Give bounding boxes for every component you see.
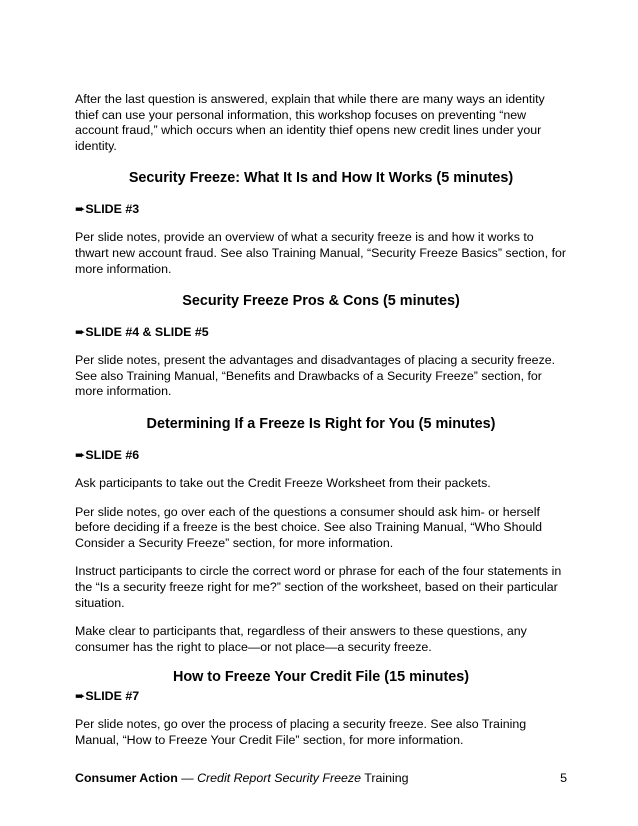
footer-suffix: Training bbox=[361, 771, 409, 785]
section-heading-how-to-freeze: How to Freeze Your Credit File (15 minutes) bbox=[172, 669, 470, 686]
paragraph-pros-cons: Per slide notes, present the advantages and disadvantages of placing a security freeze. See also Training Manual, “Benefits and Drawbacks of a Security Freeze” section, for more information. bbox=[75, 353, 556, 399]
paragraph-process: Per slide notes, go over the process of placing a security freeze. See also Training Manual, “How to Freeze Your Credit File” section, for more information. bbox=[75, 717, 527, 747]
intro-paragraph: After the last question is answered, explain that while there are many ways an identity thief can use your personal information, this workshop focuses on preventing “new account fraud,” which occurs when an identity thief opens new credit lines under your identity. bbox=[75, 92, 545, 153]
page-number: 5 bbox=[560, 771, 567, 785]
section-heading-determining: Determining If a Freeze Is Right for You (5 minutes) bbox=[146, 415, 496, 432]
arrow-right-icon: ➨ bbox=[75, 324, 86, 340]
slide-label: SLIDE #4 & SLIDE #5 bbox=[85, 325, 209, 340]
paragraph-questions: Per slide notes, go over each of the questions a consumer should ask him- or herself before deciding if a freeze is the best choice. See also Training Manual, “Who Should Consider a Security Freeze” section, for more information. bbox=[75, 504, 542, 550]
arrow-right-icon: ➨ bbox=[75, 201, 86, 217]
page-content bbox=[75, 92, 567, 748]
section-heading-security-freeze: Security Freeze: What It Is and How It Works (5 minutes) bbox=[128, 170, 514, 187]
slide-marker-3 bbox=[75, 201, 567, 217]
arrow-right-icon: ➨ bbox=[75, 688, 86, 704]
section-heading-pros-cons: Security Freeze Pros & Cons (5 minutes) bbox=[182, 293, 460, 310]
slide-label: SLIDE #3 bbox=[85, 202, 140, 217]
slide-label: SLIDE #6 bbox=[85, 447, 140, 462]
footer-dash: — bbox=[177, 771, 198, 785]
footer-doc-title: Credit Report Security Freeze bbox=[197, 771, 361, 785]
paragraph-worksheet: Ask participants to take out the Credit Freeze Worksheet from their packets. bbox=[75, 475, 491, 490]
paragraph-circle: Instruct participants to circle the correct word or phrase for each of the four statements in the “Is a security freeze right for me?” section of the worksheet, based on their particular situation. bbox=[75, 564, 562, 610]
slide-label: SLIDE #7 bbox=[85, 689, 140, 704]
footer-org: Consumer Action bbox=[75, 771, 178, 785]
slide-marker-7 bbox=[75, 688, 567, 704]
slide-marker-6 bbox=[75, 447, 567, 463]
arrow-right-icon: ➨ bbox=[75, 446, 86, 462]
paragraph-right-to-freeze: Make clear to participants that, regardless of their answers to these questions, any consumer has the right to place—or not place—a security freeze. bbox=[75, 624, 527, 654]
paragraph-freeze-overview: Per slide notes, provide an overview of what a security freeze is and how it works to thwart new account fraud. See also Training Manual, “Security Freeze Basics” section, for more information. bbox=[75, 230, 567, 276]
slide-marker-4-5 bbox=[75, 324, 567, 340]
footer-title bbox=[75, 770, 409, 786]
page-footer bbox=[75, 770, 567, 786]
